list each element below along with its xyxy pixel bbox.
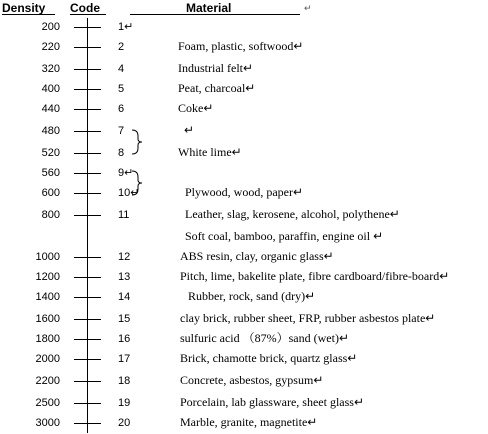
code-value: 10↵ — [118, 187, 140, 199]
material-extra-line: Soft coal, bamboo, paraffin, engine oil ↵ — [185, 229, 384, 243]
material-text: Pitch, lime, bakelite plate, fibre cardboard/fibre-board↵ — [180, 269, 450, 283]
code-value: 16 — [118, 333, 131, 345]
table-row — [0, 80, 488, 100]
code-value: 4 — [118, 63, 125, 75]
density-value: 1000 — [35, 251, 60, 263]
density-value: 800 — [41, 209, 60, 221]
table-row — [0, 330, 488, 350]
header-code: Code — [70, 1, 100, 15]
header-density: Density — [2, 1, 46, 15]
density-value: 320 — [41, 63, 60, 75]
scale-tick — [74, 193, 101, 194]
material-text: ↵ — [184, 123, 195, 137]
code-value: 12 — [118, 251, 131, 263]
table-row — [0, 350, 488, 370]
table-row — [0, 268, 488, 288]
table-row — [0, 414, 488, 434]
table-row — [0, 60, 488, 80]
density-value: 560 — [41, 167, 60, 179]
table-row — [0, 288, 488, 308]
table-row — [0, 310, 488, 330]
code-value: 7 — [118, 125, 125, 137]
density-value: 200 — [41, 21, 60, 33]
scale-tick — [74, 403, 101, 404]
material-text: clay brick, rubber sheet, FRP, rubber asbestos plate↵ — [180, 311, 436, 325]
scale-tick — [74, 215, 101, 216]
code-value: 13 — [118, 271, 131, 283]
table-row — [0, 164, 488, 184]
code-value: 18 — [118, 375, 131, 387]
density-value: 1800 — [35, 333, 60, 345]
header-material-text: Material — [186, 1, 232, 15]
scale-tick — [74, 359, 101, 360]
material-text: Industrial felt↵ — [178, 61, 254, 75]
scale-tick — [74, 423, 101, 424]
material-text: Marble, granite, magnetite↵ — [180, 415, 318, 429]
table-row — [0, 122, 488, 142]
code-value: 20 — [118, 417, 131, 429]
code-value: 14 — [118, 291, 131, 303]
scale-tick — [74, 297, 101, 298]
density-value: 2000 — [35, 353, 60, 365]
table-row — [0, 394, 488, 414]
material-text: Concrete, asbestos, gypsum↵ — [180, 373, 324, 387]
scale-tick — [74, 131, 101, 132]
table-row — [0, 100, 488, 120]
code-value: 1↵ — [118, 21, 134, 33]
table-row — [0, 18, 488, 38]
density-value: 600 — [41, 187, 60, 199]
code-value: 8 — [118, 147, 125, 159]
density-value: 1400 — [35, 291, 60, 303]
material-text: Brick, chamotte brick, quartz glass↵ — [180, 351, 358, 365]
density-value: 400 — [41, 83, 60, 95]
material-text: Rubber, rock, sand (dry)↵ — [188, 289, 316, 303]
density-value: 480 — [41, 125, 60, 137]
code-value: 6 — [118, 103, 125, 115]
density-value: 1200 — [35, 271, 60, 283]
scale-tick — [74, 69, 101, 70]
table-row — [0, 248, 488, 268]
scale-tick — [74, 47, 101, 48]
density-value: 1600 — [35, 313, 60, 325]
scale-tick — [74, 109, 101, 110]
material-text: Peat, charcoal↵ — [178, 81, 256, 95]
brace-codes-7-8 — [130, 128, 144, 156]
scale-tick — [74, 27, 101, 28]
header-underline-material — [130, 14, 300, 15]
code-value: 17 — [118, 353, 131, 365]
header-material — [186, 1, 231, 15]
density-value: 3000 — [35, 417, 60, 429]
code-value: 9↵ — [118, 167, 134, 179]
material-text: sulfuric acid （87%）sand (wet)↵ — [180, 331, 350, 345]
scale-tick — [74, 381, 101, 382]
code-value: 19 — [118, 397, 131, 409]
code-value: 15 — [118, 313, 131, 325]
material-text: Leather, slag, kerosene, alcohol, polythene↵ — [185, 207, 400, 221]
material-text: White lime↵ — [178, 145, 242, 159]
density-value: 2500 — [35, 397, 60, 409]
scale-tick — [74, 257, 101, 258]
table-row — [0, 372, 488, 392]
density-value: 2200 — [35, 375, 60, 387]
scale-tick — [74, 173, 101, 174]
density-value: 440 — [41, 103, 60, 115]
density-value: 520 — [41, 147, 60, 159]
material-text: ABS resin, clay, organic glass↵ — [180, 249, 334, 263]
material-text: Plywood, wood, paper↵ — [185, 185, 304, 199]
table-row — [0, 206, 488, 226]
table-row — [0, 184, 488, 204]
code-value: 5 — [118, 83, 125, 95]
table-row — [0, 38, 488, 58]
header-underline-code — [70, 14, 106, 15]
scale-tick — [74, 277, 101, 278]
header-underline-density — [2, 14, 55, 15]
density-value: 220 — [41, 41, 60, 53]
brace-codes-9-10 — [130, 169, 144, 197]
material-text: Foam, plastic, softwood↵ — [178, 39, 304, 53]
code-value: 2 — [118, 41, 125, 53]
scale-tick — [74, 153, 101, 154]
scale-tick — [74, 319, 101, 320]
table-row — [0, 144, 488, 164]
scale-tick — [74, 89, 101, 90]
material-text: Porcelain, lab glassware, sheet glass↵ — [180, 395, 365, 409]
header-return-mark: ↵ — [304, 3, 312, 13]
scale-tick — [74, 339, 101, 340]
material-text: Coke↵ — [178, 101, 214, 115]
code-value: 11 — [118, 209, 130, 221]
